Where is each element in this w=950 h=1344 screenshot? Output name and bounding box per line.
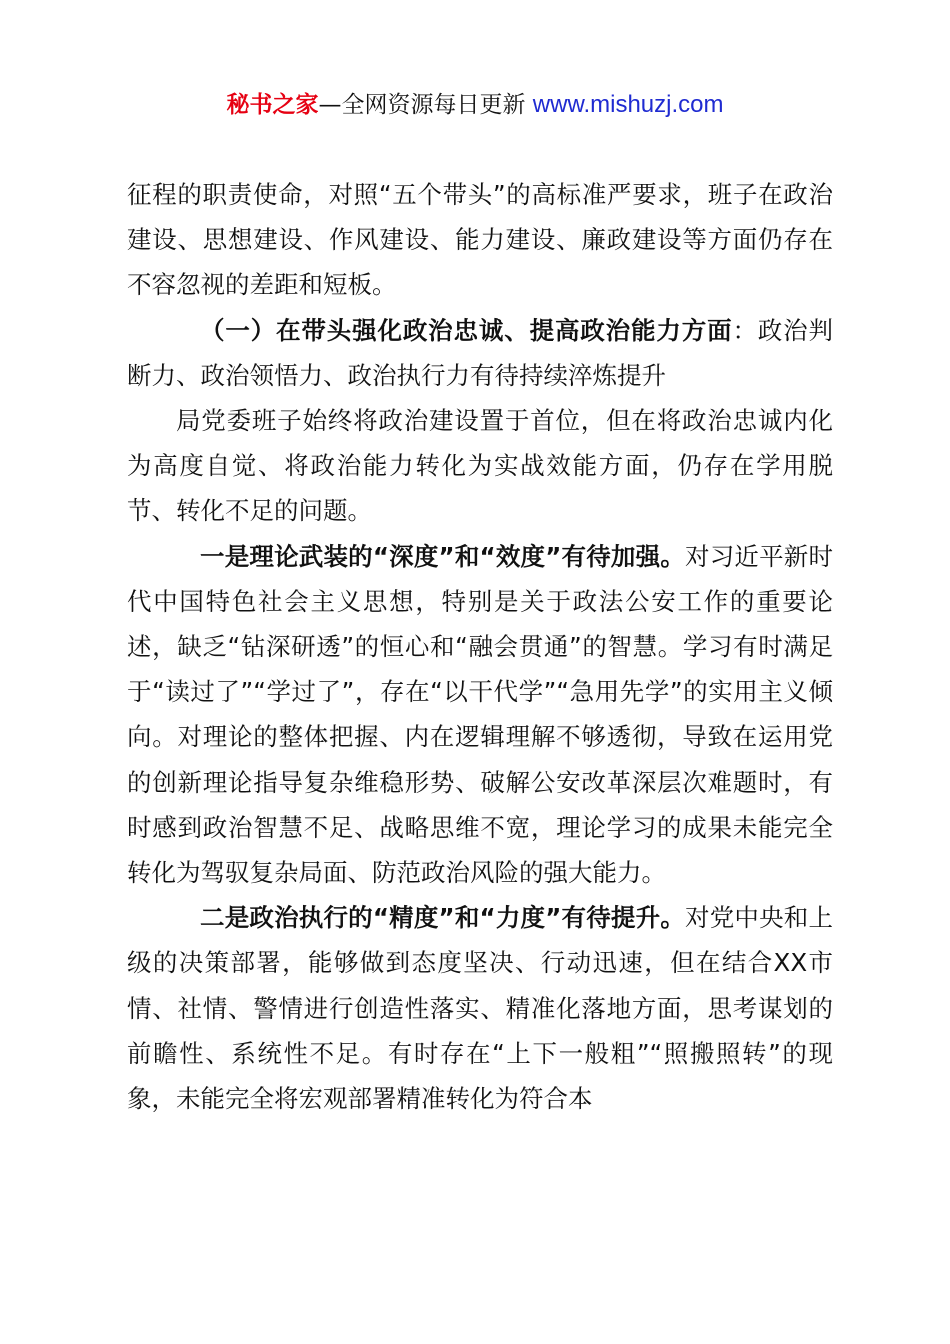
document-body (127, 172, 833, 1121)
paragraph-intro: 征程的职责使命，对照“五个带头”的高标准严要求，班子在政治建设、思想建设、作风建设、能力建设、廉政建设等方面仍存在不容忽视的差距和短板。 (127, 180, 833, 300)
point-heading-2: 二是政治执行的“精度”和“力度”有待提升。 (200, 903, 686, 933)
brand-name: 秘书之家 (226, 92, 319, 118)
paragraph-body: 局党委班子始终将政治建设置于首位，但在将政治忠诚内化为高度自觉、将政治能力转化为实战效能方面，仍存在学用脱节、转化不足的问题。 (127, 406, 833, 526)
section-heading-title: （一）在带头强化政治忠诚、提高政治能力方面 (200, 315, 733, 345)
header-slogan: —全网资源每日更新 (318, 92, 533, 118)
point-paragraph-2 (127, 895, 833, 1121)
point-text-2: 对党中央和上级的决策部署，能够做到态度坚决、行动迅速，但在结合XX市情、社情、警情进行创造性落实、精准化落地方面，思考谋划的前瞻性、系统性不足。有时存在“上下一般粗”“照搬照转”的现象，未能完全将宏观部署精准转化为符合本 (127, 903, 833, 1114)
point-paragraph-1 (127, 534, 833, 896)
point-heading-1: 一是理论武装的“深度”和“效度”有待加强。 (200, 541, 686, 571)
site-header (0, 88, 950, 122)
site-url-link[interactable]: www.mishuzj.com (532, 91, 724, 118)
section-heading-1 (127, 308, 833, 398)
section-heading-text: ：政治判断力、政治领悟力、政治执行力有待持续淬炼提升 (127, 315, 833, 390)
point-text-1: 对习近平新时代中国特色社会主义思想，特别是关于政法公安工作的重要论述，缺乏“钻深研透”的恒心和“融会贯通”的智慧。学习有时满足于“读过了”“学过了”，存在“以干代学”“急用先学”的实用主义倾向。对理论的整体把握、内在逻辑理解不够透彻，导致在运用党的创新理论指导复杂维稳形势、破解公安改革深层次难题时，有时感到政治智慧不足、战略思维不宽，理论学习的成果未能完全转化为驾驭复杂局面、防范政治风险的强大能力。 (127, 541, 833, 888)
